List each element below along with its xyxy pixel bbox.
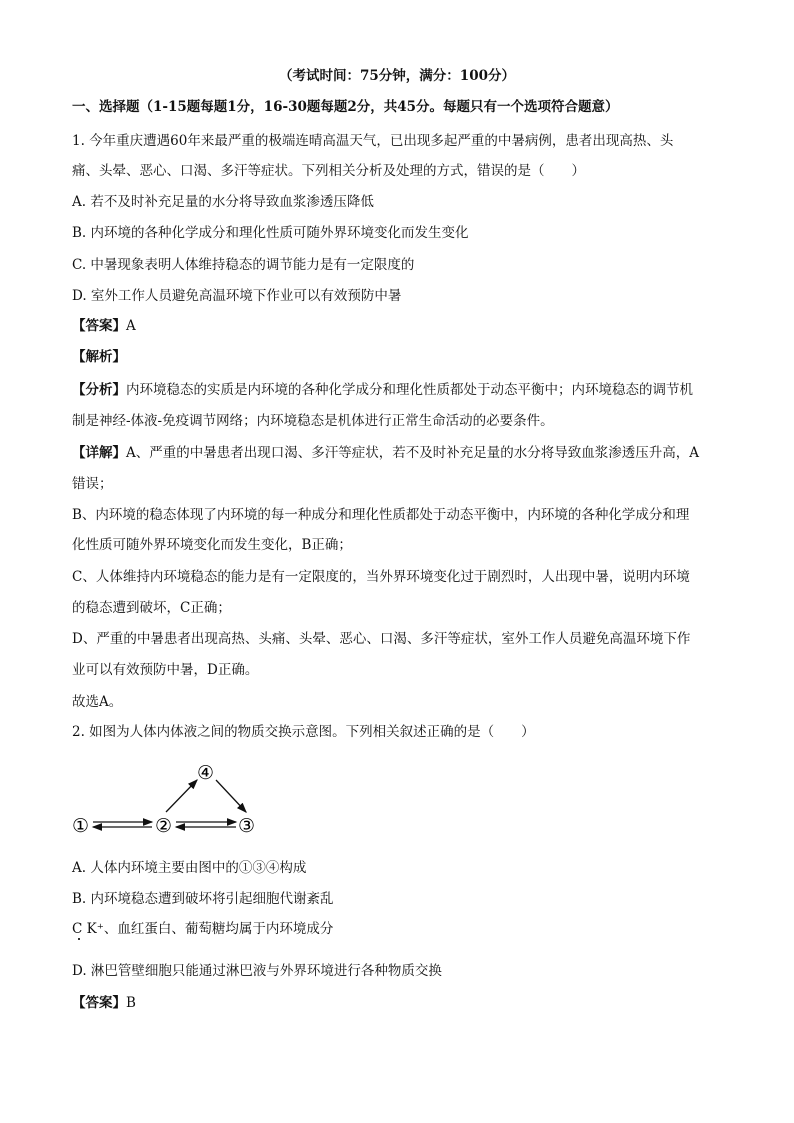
stray-dot	[78, 938, 80, 940]
exam-info: （考试时间：75分钟，满分：100分）	[279, 68, 515, 84]
q1-detail-c-line1: C、人体维持内环境稳态的能力是有一定限度的，当外界环境变化过于剧烈时，人出现中暑，说明内环境	[72, 569, 690, 585]
fenxi-text: 内环境稳态的实质是内环境的各种化学成分和理化性质都处于动态平衡中；内环境稳态的调节机	[126, 382, 693, 398]
q1-option-d: D. 室外工作人员避免高温环境下作业可以有效预防中暑	[72, 288, 402, 304]
q2-option-a: A. 人体内环境主要由图中的①③④构成	[72, 860, 307, 876]
q1-detail-a-line1	[72, 443, 724, 463]
q2-option-d: D. 淋巴管壁细胞只能通过淋巴液与外界环境进行各种物质交换	[72, 963, 442, 979]
q1-detail-d-line1: D、严重的中暑患者出现高热、头痛、头晕、恶心、口渴、多汗等症状，室外工作人员避免高温环境下作	[72, 631, 691, 647]
node-1: ①	[72, 815, 90, 837]
q1-detail-b-line1: B、内环境的稳态体现了内环境的每一种成分和理化性质都处于动态平衡中，内环境的各种化学成分和理	[72, 507, 690, 523]
q1-option-a: A. 若不及时补充足量的水分将导致血浆渗透压降低	[72, 194, 374, 210]
q1-option-b: B. 内环境的各种化学成分和理化性质可随外界环境变化而发生变化	[72, 225, 469, 241]
analysis-tag: 【解析】	[72, 349, 126, 365]
node-2: ②	[155, 815, 173, 837]
node-4: ④	[197, 762, 215, 784]
q1-conclusion: 故选A。	[72, 694, 123, 710]
q1-detail-d-line2: 业可以有效预防中暑，D正确。	[72, 662, 259, 678]
q1-detail-a-line2: 错误；	[72, 476, 113, 492]
xiangjie-tag: 【详解】	[72, 445, 126, 461]
q1-detail-c-line2: 的稳态遭到破坏，C正确；	[72, 600, 231, 616]
answer-value: B	[126, 995, 136, 1011]
q1-option-c: C. 中暑现象表明人体维持稳态的调节能力是有一定限度的	[72, 257, 415, 273]
fenxi-tag: 【分析】	[72, 382, 126, 398]
q1-analysis-tag	[72, 347, 724, 367]
q1-stem-line1: 1. 今年重庆遭遇60年来最严重的极端连晴高温天气，已出现多起严重的中暑病例，患者出现高热、头	[72, 133, 674, 149]
answer-tag: 【答案】	[72, 995, 126, 1011]
q2-stem: 2. 如图为人体内体液之间的物质交换示意图。下列相关叙述正确的是（ ）	[72, 724, 535, 740]
answer-value: A	[126, 318, 136, 334]
detail-a-text: A、严重的中暑患者出现口渴、多汗等症状，若不及时补充足量的水分将导致血浆渗透压升高，A	[126, 445, 699, 461]
q1-stem-line2: 痛、头晕、恶心、口渴、多汗等症状。下列相关分析及处理的方式，错误的是（ ）	[72, 163, 585, 179]
q1-fenxi-line2: 制是神经-体液-免疫调节网络；内环境稳态是机体进行正常生命活动的必要条件。	[72, 413, 554, 429]
q2-answer	[72, 993, 724, 1013]
q1-detail-b-line2: 化性质可随外界环境变化而发生变化，B正确；	[72, 537, 352, 553]
node-3: ③	[238, 815, 256, 837]
answer-tag: 【答案】	[72, 318, 126, 334]
arrow-4-to-3	[216, 780, 246, 812]
section-title: 一、选择题（1-15题每题1分，16-30题每题2分，共45分。每题只有一个选项符合题意）	[72, 99, 619, 115]
q2-option-c: C K⁺、血红蛋白、葡萄糖均属于内环境成分	[72, 921, 334, 937]
q2-option-b: B. 内环境稳态遭到破坏将引起细胞代谢紊乱	[72, 891, 334, 907]
arrow-2-to-4	[166, 780, 197, 812]
fluid-exchange-diagram	[66, 760, 276, 842]
q1-answer	[72, 316, 724, 336]
q1-fenxi-line1	[72, 380, 724, 400]
